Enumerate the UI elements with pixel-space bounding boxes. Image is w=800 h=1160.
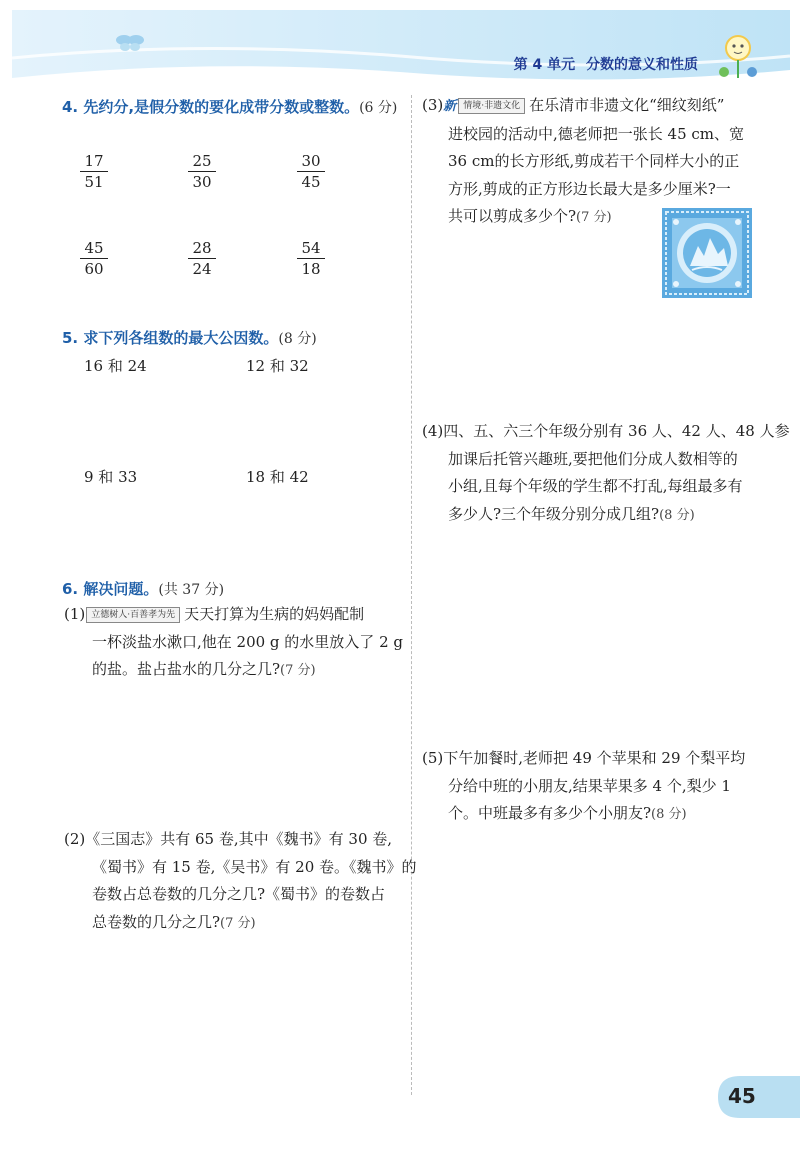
problem-line: 方形,剪成的正方形边长最大是多少厘米?一 (448, 179, 731, 198)
problem-line: 分给中班的小朋友,结果苹果多 4 个,梨少 1 (448, 776, 731, 795)
new-mark: 新 (443, 99, 457, 114)
denominator: 18 (301, 260, 321, 278)
problem-line: 《三国志》共有 65 卷,其中《魏书》有 30 卷, (85, 830, 393, 848)
page-number: 45 (728, 1084, 756, 1108)
problem-line: 天天打算为生病的妈妈配制 (184, 605, 365, 623)
fraction (80, 238, 108, 279)
paper-cut-image (662, 208, 752, 298)
problem-label: (1) (64, 605, 86, 623)
problem-line: 进校园的活动中,德老师把一张长 45 cm、宽 (448, 124, 745, 143)
q4-text: 先约分,是假分数的要化成带分数或整数。 (83, 98, 360, 116)
fraction (188, 238, 216, 279)
problem-line: 四、五、六三个年级分别有 36 人、42 人、48 人参 (443, 422, 790, 440)
q5-text: 求下列各组数的最大公因数。 (83, 329, 279, 347)
fraction (297, 151, 325, 192)
problem-line: 共可以剪成多少个? (448, 207, 577, 225)
number-pair: 9 和 33 (84, 468, 138, 486)
numerator: 54 (297, 238, 325, 259)
numerator: 45 (80, 238, 108, 259)
problem-label: (4) (422, 422, 444, 440)
chapter-title (514, 54, 704, 74)
problem-line: 多少人?三个年级分别分成几组? (448, 504, 660, 523)
problem-line: 一杯淡盐水漱口,他在 200 g 的水里放入了 2 g (92, 632, 403, 651)
problem-line: 《蜀书》有 15 卷,《吴书》有 20 卷。《魏书》的 (92, 857, 417, 876)
q4-number: 4. (62, 98, 79, 116)
unit-name: 分数的意义和性质 (586, 57, 698, 73)
fraction (297, 238, 325, 279)
problem-line: 总卷数的几分之几? (92, 912, 221, 931)
problem-points: (8 分) (651, 807, 687, 822)
denominator: 45 (301, 173, 321, 191)
number-pair: 12 和 32 (246, 357, 309, 375)
problem-label: (5) (422, 749, 444, 767)
q6-text: 解决问题。 (83, 580, 159, 598)
numerator: 28 (188, 238, 216, 259)
fraction (188, 151, 216, 192)
column-divider (411, 95, 412, 1095)
problem-6-1 (64, 601, 404, 685)
numerator: 30 (297, 151, 325, 172)
problem-line: 36 cm的长方形纸,剪成若干个同样大小的正 (448, 152, 740, 170)
problem-line: 下午加餐时,老师把 49 个苹果和 29 个梨平均 (443, 749, 746, 767)
q6-points: (共 37 分) (158, 582, 225, 598)
topic-tag: 情境·非遗文化 (458, 98, 525, 114)
numerator: 25 (188, 151, 216, 172)
number-pair: 16 和 24 (84, 357, 147, 375)
problem-6-5 (422, 745, 772, 829)
q4-points: (6 分) (359, 100, 398, 116)
page-number-tab (718, 1072, 800, 1122)
problem-points: (7 分) (220, 915, 256, 931)
topic-tag: 立德树人·百善孝为先 (86, 607, 180, 623)
unit-label: 第 4 单元 (513, 57, 576, 73)
problem-line: 加课后托管兴趣班,要把他们分成人数相等的 (448, 449, 738, 468)
problem-line: 的盐。盐占盐水的几分之几? (92, 660, 281, 678)
problem-line: 在乐清市非遗文化“细纹刻纸” (529, 96, 725, 114)
denominator: 30 (192, 173, 212, 191)
q4-title (62, 96, 397, 117)
q5-number: 5. (62, 329, 79, 347)
q6-number: 6. (62, 580, 79, 598)
numerator: 17 (80, 151, 108, 172)
q5-title (62, 327, 317, 348)
problem-label: (3) (422, 96, 444, 114)
denominator: 51 (84, 173, 104, 191)
q5-points: (8 分) (278, 331, 317, 347)
number-pair: 18 和 42 (246, 468, 309, 486)
problem-6-4 (422, 418, 790, 529)
denominator: 24 (192, 260, 212, 278)
problem-points: (8 分) (659, 507, 695, 523)
problem-line: 小组,且每个年级的学生都不打乱,每组最多有 (448, 477, 743, 495)
problem-label: (2) (64, 830, 86, 848)
problem-6-2 (64, 826, 417, 937)
fraction (80, 151, 108, 192)
q6-title (62, 578, 224, 599)
denominator: 60 (84, 260, 104, 278)
problem-line: 卷数占总卷数的几分之几?《蜀书》的卷数占 (92, 885, 386, 903)
problem-points: (7 分) (576, 210, 612, 225)
problem-line: 个。中班最多有多少个小朋友? (448, 804, 652, 822)
problem-points: (7 分) (280, 663, 316, 678)
